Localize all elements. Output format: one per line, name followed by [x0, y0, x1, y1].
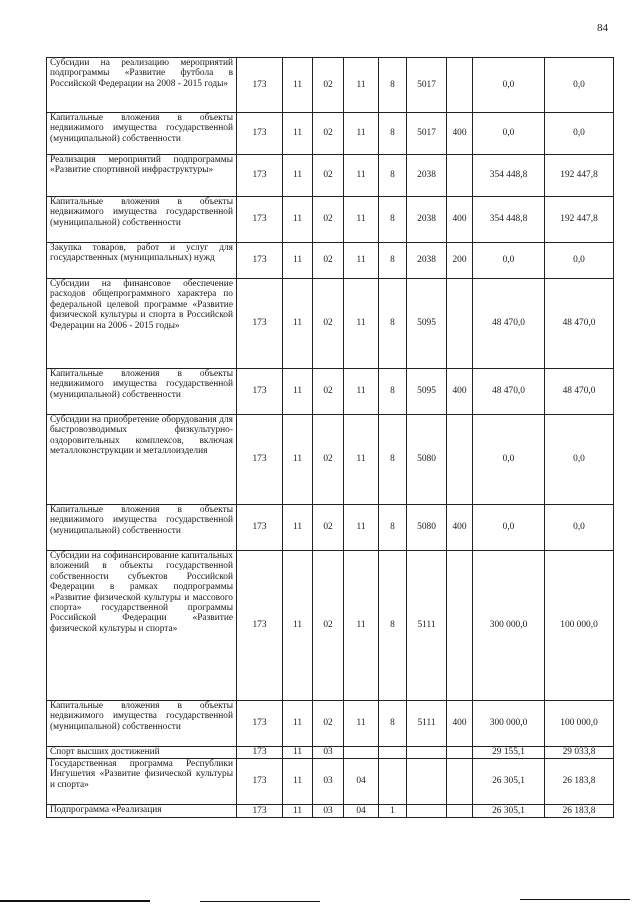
cell-v2: 0,0 [545, 243, 614, 279]
cell-c2: 11 [283, 58, 313, 113]
cell-c7: 400 [447, 369, 473, 415]
cell-c4: 11 [344, 415, 379, 505]
cell-c3: 03 [313, 805, 344, 818]
cell-c5: 8 [379, 369, 407, 415]
cell-c2: 11 [283, 551, 313, 701]
cell-v2: 26 183,8 [545, 759, 614, 805]
cell-c6: 2038 [407, 197, 447, 243]
cell-c4: 11 [344, 113, 379, 155]
cell-c3: 02 [313, 243, 344, 279]
cell-c3: 02 [313, 551, 344, 701]
cell-v1: 300 000,0 [473, 551, 545, 701]
cell-c1: 173 [237, 369, 283, 415]
cell-c6: 5080 [407, 415, 447, 505]
cell-v2: 0,0 [545, 415, 614, 505]
cell-c7 [447, 155, 473, 197]
table-row [47, 505, 614, 551]
cell-v2: 192 447,8 [545, 197, 614, 243]
cell-c1: 173 [237, 155, 283, 197]
table-row [47, 551, 614, 701]
cell-c4: 11 [344, 155, 379, 197]
cell-v1: 26 305,1 [473, 805, 545, 818]
table-row [47, 805, 614, 818]
cell-c2: 11 [283, 243, 313, 279]
cell-c7 [447, 805, 473, 818]
cell-c2: 11 [283, 701, 313, 747]
cell-v1: 0,0 [473, 505, 545, 551]
cell-name: Спорт высших достижений [47, 747, 237, 759]
table-row [47, 279, 614, 369]
table-row [47, 197, 614, 243]
table-row [47, 415, 614, 505]
cell-name: Субсидии на финансовое обеспечение расходов общепрограммного характера по федеральной целевой программе «Развитие физической культуры и спорта в Российской Федерации на 2006 - 2015 годы» [47, 279, 237, 369]
scan-artifact-middle [200, 901, 320, 902]
cell-c7 [447, 747, 473, 759]
cell-c4: 11 [344, 279, 379, 369]
cell-c6: 5111 [407, 551, 447, 701]
cell-name: Закупка товаров, работ и услуг для государственных (муниципальных) нужд [47, 243, 237, 279]
cell-c6: 5111 [407, 701, 447, 747]
cell-c3: 02 [313, 505, 344, 551]
cell-c2: 11 [283, 197, 313, 243]
cell-c1: 173 [237, 551, 283, 701]
cell-c4: 11 [344, 505, 379, 551]
cell-c2: 11 [283, 747, 313, 759]
cell-v1: 354 448,8 [473, 197, 545, 243]
cell-name: Государственная программа Республики Ингушетия «Развитие физической культуры и спорта» [47, 759, 237, 805]
cell-c7: 200 [447, 243, 473, 279]
cell-v1: 29 155,1 [473, 747, 545, 759]
table-row [47, 58, 614, 113]
cell-v1: 0,0 [473, 415, 545, 505]
cell-c5: 8 [379, 113, 407, 155]
cell-c4: 11 [344, 197, 379, 243]
cell-c1: 173 [237, 701, 283, 747]
cell-c6: 5017 [407, 113, 447, 155]
cell-v1: 0,0 [473, 58, 545, 113]
cell-c3: 02 [313, 369, 344, 415]
cell-v1: 48 470,0 [473, 369, 545, 415]
cell-c1: 173 [237, 279, 283, 369]
cell-c2: 11 [283, 805, 313, 818]
cell-c2: 11 [283, 155, 313, 197]
cell-c5 [379, 759, 407, 805]
cell-c3: 02 [313, 415, 344, 505]
cell-v1: 0,0 [473, 243, 545, 279]
cell-v2: 29 033,8 [545, 747, 614, 759]
cell-v2: 100 000,0 [545, 701, 614, 747]
cell-c3: 02 [313, 197, 344, 243]
table-body [47, 58, 614, 818]
cell-name: Субсидии на софинансирование капитальных вложений в объекты государственной собственности субъектов Российской Федерации в рамках подпрограммы «Развитие физической культуры и массового спорта» государственной программы Российской Федерации «Развитие физической культуры и спорта» [47, 551, 237, 701]
cell-c4: 04 [344, 805, 379, 818]
cell-c5: 8 [379, 155, 407, 197]
page-number: 84 [597, 22, 608, 34]
cell-name: Капитальные вложения в объекты недвижимого имущества государственной (муниципальной) собственности [47, 113, 237, 155]
cell-v2: 100 000,0 [545, 551, 614, 701]
cell-c5: 8 [379, 279, 407, 369]
scan-artifact-right [520, 899, 630, 900]
cell-v2: 0,0 [545, 113, 614, 155]
cell-c5: 8 [379, 58, 407, 113]
cell-c3: 02 [313, 58, 344, 113]
cell-c6: 5095 [407, 279, 447, 369]
cell-c5 [379, 747, 407, 759]
table-row [47, 113, 614, 155]
cell-name: Субсидии на приобретение оборудования для быстровозводимых физкультурно-оздоровительных комплексов, включая металлоконструкции и металлоизделия [47, 415, 237, 505]
cell-v2: 0,0 [545, 505, 614, 551]
cell-c5: 8 [379, 197, 407, 243]
cell-c5: 8 [379, 505, 407, 551]
cell-c3: 02 [313, 113, 344, 155]
cell-c1: 173 [237, 415, 283, 505]
scan-artifact-left [0, 900, 150, 902]
cell-name: Субсидии на реализацию мероприятий подпрограммы «Развитие футбола в Российской Федерации на 2008 - 2015 годы» [47, 58, 237, 113]
cell-name: Капитальные вложения в объекты недвижимого имущества государственной (муниципальной) собственности [47, 505, 237, 551]
cell-c7 [447, 415, 473, 505]
cell-c6 [407, 805, 447, 818]
cell-c6: 2038 [407, 243, 447, 279]
cell-c3: 02 [313, 701, 344, 747]
cell-c1: 173 [237, 505, 283, 551]
cell-c3: 02 [313, 279, 344, 369]
table-row [47, 243, 614, 279]
cell-c6: 5017 [407, 58, 447, 113]
cell-c3: 03 [313, 747, 344, 759]
cell-v1: 48 470,0 [473, 279, 545, 369]
cell-c7 [447, 759, 473, 805]
table-row [47, 369, 614, 415]
cell-c6: 5095 [407, 369, 447, 415]
cell-c4: 11 [344, 243, 379, 279]
cell-c4: 04 [344, 759, 379, 805]
cell-c7 [447, 58, 473, 113]
cell-v2: 192 447,8 [545, 155, 614, 197]
cell-c1: 173 [237, 805, 283, 818]
cell-c5: 1 [379, 805, 407, 818]
cell-name: Капитальные вложения в объекты недвижимого имущества государственной (муниципальной) собственности [47, 197, 237, 243]
cell-c1: 173 [237, 759, 283, 805]
cell-c2: 11 [283, 505, 313, 551]
cell-name: Капитальные вложения в объекты недвижимого имущества государственной (муниципальной) собственности [47, 369, 237, 415]
table-row [47, 701, 614, 747]
cell-v1: 0,0 [473, 113, 545, 155]
cell-c5: 8 [379, 243, 407, 279]
cell-c7: 400 [447, 701, 473, 747]
cell-c7 [447, 551, 473, 701]
cell-c5: 8 [379, 551, 407, 701]
cell-c2: 11 [283, 759, 313, 805]
cell-c6 [407, 759, 447, 805]
cell-c3: 03 [313, 759, 344, 805]
cell-c4 [344, 747, 379, 759]
cell-c7: 400 [447, 113, 473, 155]
cell-c5: 8 [379, 415, 407, 505]
cell-c2: 11 [283, 113, 313, 155]
cell-c7 [447, 279, 473, 369]
cell-c6: 2038 [407, 155, 447, 197]
cell-v1: 26 305,1 [473, 759, 545, 805]
cell-c1: 173 [237, 243, 283, 279]
cell-c6 [407, 747, 447, 759]
cell-v2: 26 183,8 [545, 805, 614, 818]
cell-c5: 8 [379, 701, 407, 747]
cell-v2: 0,0 [545, 58, 614, 113]
cell-c4: 11 [344, 701, 379, 747]
cell-v2: 48 470,0 [545, 279, 614, 369]
cell-v1: 354 448,8 [473, 155, 545, 197]
cell-c1: 173 [237, 113, 283, 155]
cell-c7: 400 [447, 197, 473, 243]
cell-c3: 02 [313, 155, 344, 197]
budget-table [46, 57, 614, 818]
cell-v1: 300 000,0 [473, 701, 545, 747]
cell-c2: 11 [283, 415, 313, 505]
table-row [47, 155, 614, 197]
cell-c1: 173 [237, 747, 283, 759]
cell-c4: 11 [344, 551, 379, 701]
cell-c4: 11 [344, 369, 379, 415]
cell-name: Подпрограмма «Реализация [47, 805, 237, 818]
cell-name: Реализация мероприятий подпрограммы «Развитие спортивной инфраструктуры» [47, 155, 237, 197]
cell-c6: 5080 [407, 505, 447, 551]
cell-c2: 11 [283, 279, 313, 369]
cell-c2: 11 [283, 369, 313, 415]
cell-name: Капитальные вложения в объекты недвижимого имущества государственной (муниципальной) собственности [47, 701, 237, 747]
cell-c1: 173 [237, 197, 283, 243]
cell-c4: 11 [344, 58, 379, 113]
cell-v2: 48 470,0 [545, 369, 614, 415]
cell-c7: 400 [447, 505, 473, 551]
cell-c1: 173 [237, 58, 283, 113]
table-row [47, 747, 614, 759]
table-row [47, 759, 614, 805]
